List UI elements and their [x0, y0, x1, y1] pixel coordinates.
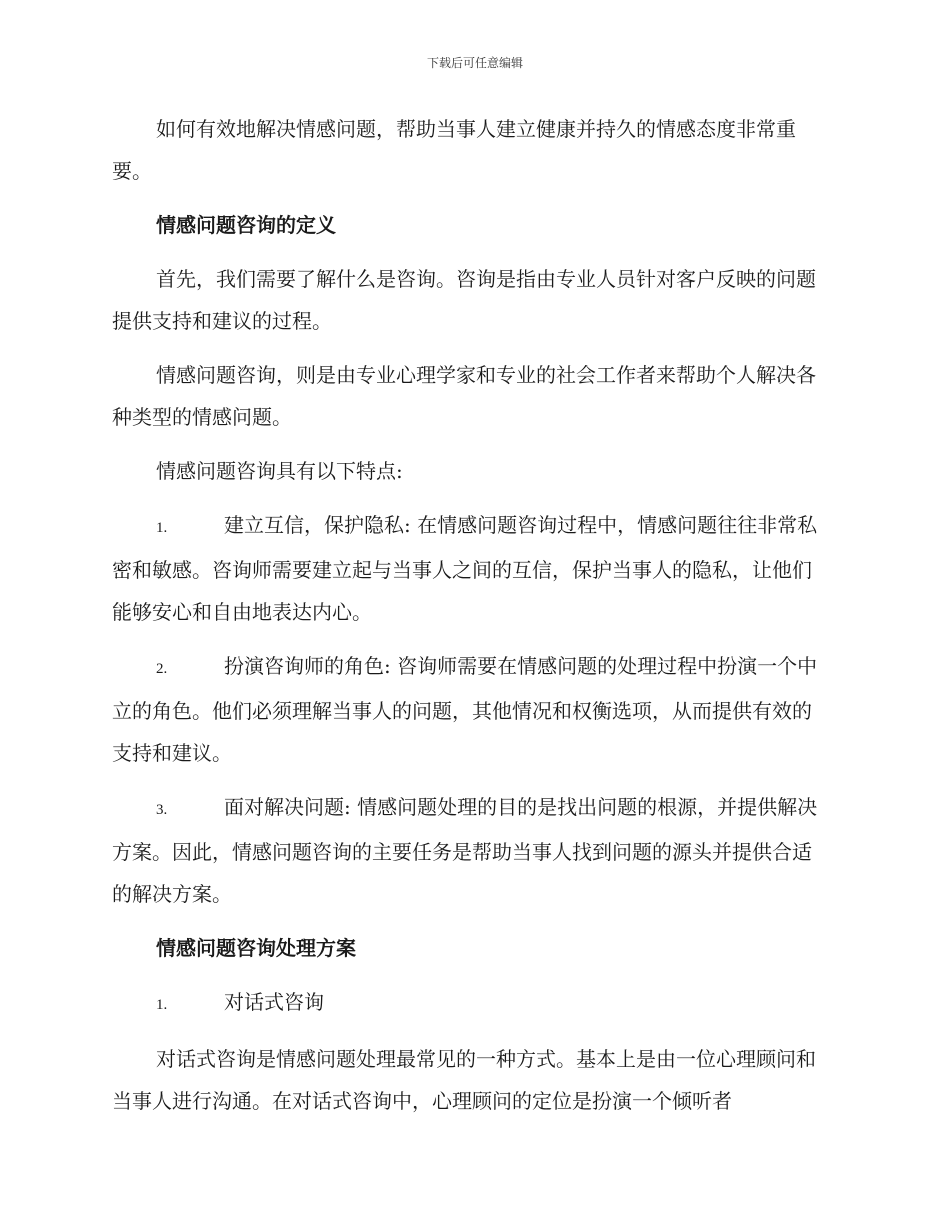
document-body [112, 108, 830, 1134]
list-item-feature-3 [112, 786, 830, 915]
list-number: 1. [156, 520, 168, 536]
list-text: 对话式咨询 [224, 990, 324, 1014]
section-heading-solutions: 情感问题咨询处理方案 [156, 936, 356, 960]
list-text: 扮演咨询师的角色: 咨询师需要在情感问题的处理过程中扮演一个中立的角色。他们必须理解当事人的问题，其他情况和权衡选项，从而提供有效的支持和建议。 [112, 654, 818, 765]
list-item-solution-1 [112, 981, 830, 1026]
paragraph-features-intro: 情感问题咨询具有以下特点: [156, 459, 403, 483]
section-heading-definition: 情感问题咨询的定义 [156, 213, 336, 237]
list-item-feature-2 [112, 645, 830, 774]
paragraph-emotional-consulting: 情感问题咨询，则是由专业心理学家和专业的社会工作者来帮助个人解决各种类型的情感问题。 [112, 363, 816, 429]
page-header: 下载后可任意编辑 [426, 56, 523, 70]
list-text: 面对解决问题: 情感问题处理的目的是找出问题的根源，并提供解决方案。因此，情感问题咨询的主要任务是帮助当事人找到问题的源头并提供合适的解决方案。 [112, 795, 818, 906]
list-number: 3. [156, 802, 168, 818]
list-text: 建立互信，保护隐私: 在情感问题咨询过程中，情感问题往往非常私密和敏感。咨询师需要建立起与当事人之间的互信，保护当事人的隐私，让他们能够安心和自由地表达内心。 [112, 513, 818, 624]
list-number: 2. [156, 661, 168, 677]
paragraph-dialogue-consulting: 对话式咨询是情感问题处理最常见的一种方式。基本上是由一位心理顾问和当事人进行沟通。在对话式咨询中，心理顾问的定位是扮演一个倾听者 [112, 1047, 816, 1113]
list-item-feature-1 [112, 504, 830, 633]
list-number: 1. [156, 997, 168, 1013]
intro-paragraph: 如何有效地解决情感问题，帮助当事人建立健康并持久的情感态度非常重要。 [112, 117, 796, 183]
paragraph-consulting-definition: 首先，我们需要了解什么是咨询。咨询是指由专业人员针对客户反映的问题提供支持和建议的过程。 [112, 267, 816, 333]
